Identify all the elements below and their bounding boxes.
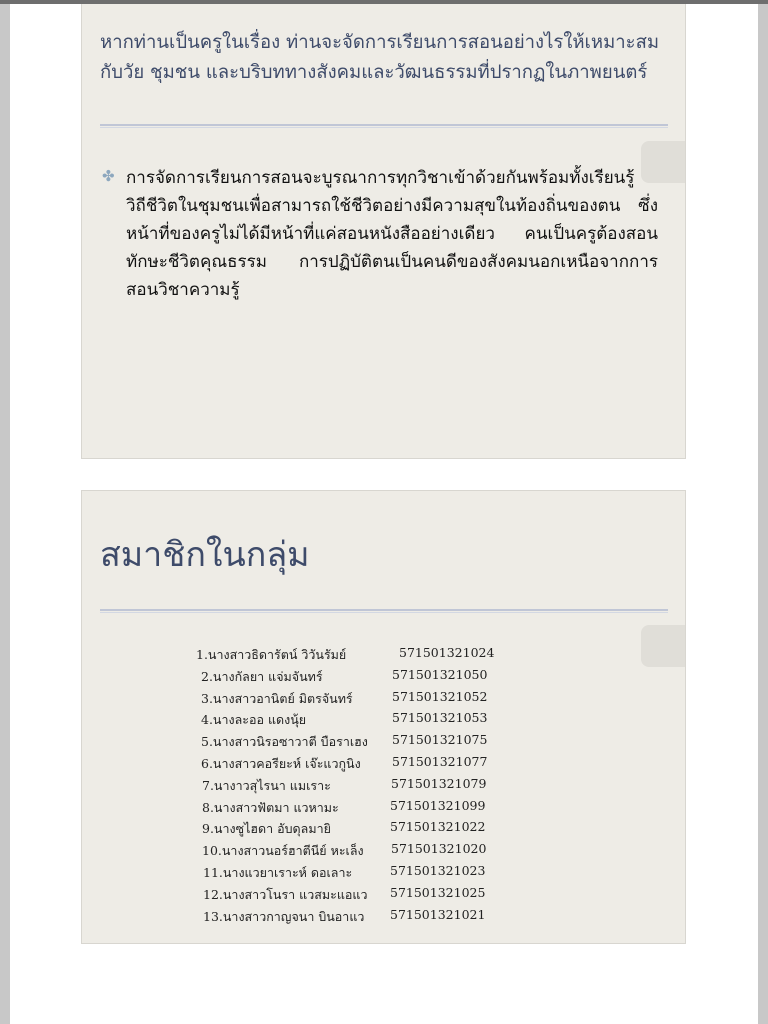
member-name: 4.นางละออ แดงนุ้ย — [201, 712, 307, 728]
member-row — [196, 798, 516, 820]
member-student-id: 571501321079 — [391, 775, 487, 791]
member-row — [196, 863, 516, 885]
bullet-text: การจัดการเรียนการสอนจะบูรณาการทุกวิชาเข้าด้วยกันพร้อมทั้งเรียนรู้ วิถีชีวิตในชุมชนเพื่อสามารถใช้ชีวิตอย่างมีความสุขในท้องถิ่นของตน ซึ่งหน้าที่ของครูไม่ได้มีหน้าที่แค่สอนหนังสืออย่างเดียว คนเป็นครูต้องสอนทักษะชีวิตคุณธรรม การปฏิบัติตนเป็นคนดีของสังคมนอกเหนือจากการสอนวิชาความรู้ — [126, 168, 658, 300]
member-name: 8.นางสาวฟัตมา แวหามะ — [202, 799, 339, 815]
member-student-id: 571501321024 — [399, 645, 495, 660]
member-name: 2.นางกัลยา แจ่มจันทร์ — [201, 668, 323, 684]
slide-title: หากท่านเป็นครูในเรื่อง ท่านจะจัดการเรียนการสอนอย่างไรให้เหมาะสมกับวัย ชุมชน และบริบททางสังคมและวัฒนธรรมที่ปรากฏในภาพยนตร์ — [100, 32, 660, 83]
member-student-id: 571501321021 — [390, 906, 486, 922]
member-name: 11.นางแวยาเราะห์ ดอเลาะ — [203, 864, 353, 880]
bullet-item — [102, 164, 658, 304]
member-name: 5.นางสาวนิรอซาวาตี บือราเฮง — [201, 734, 368, 750]
member-student-id: 571501321075 — [392, 732, 488, 748]
member-list — [196, 645, 516, 928]
member-student-id: 571501321023 — [390, 862, 486, 878]
member-row — [196, 689, 516, 711]
slide-scroll-tab[interactable] — [641, 625, 685, 667]
member-name: 7.นางาวสุไรนา แมเราะ — [202, 777, 331, 793]
slide-question — [81, 4, 686, 459]
member-student-id: 571501321099 — [390, 797, 486, 813]
diamond-bullet-icon: ✤ — [102, 167, 115, 185]
member-name: 12.นางสาวโนรา แวสมะแอแว — [203, 886, 368, 902]
title-divider — [100, 609, 668, 611]
slide-title: สมาชิกในกลุ่ม — [100, 535, 310, 575]
member-student-id: 571501321052 — [392, 688, 488, 704]
member-row — [196, 645, 516, 667]
member-name: 9.นางซูไฮดา อับดุลมายิ — [202, 821, 331, 837]
member-row — [196, 841, 516, 863]
member-name: 1.นางสาวธิดารัตน์ วิวันรัมย์ — [196, 647, 347, 662]
member-student-id: 571501321053 — [392, 710, 488, 726]
member-name: 6.นางสาวคอรียะห์ เจ๊ะแวกูนิง — [201, 755, 361, 771]
member-name: 3.นางสาวอานิตย์ มิตรจันทร์ — [201, 690, 353, 706]
member-student-id: 571501321022 — [390, 819, 486, 835]
member-name: 10.นางสาวนอร์ฮาตีนีย์ หะเล็ง — [202, 843, 364, 859]
member-row — [196, 907, 516, 929]
member-row — [196, 754, 516, 776]
member-row — [196, 710, 516, 732]
member-row — [196, 776, 516, 798]
member-row — [196, 819, 516, 841]
slide-members — [81, 490, 686, 944]
title-divider — [100, 124, 668, 126]
member-student-id: 571501321050 — [392, 666, 488, 682]
member-row — [196, 667, 516, 689]
member-student-id: 571501321025 — [390, 884, 486, 900]
member-student-id: 571501321020 — [391, 841, 487, 857]
member-name: 13.นางสาวกาญจนา บินอาแว — [203, 908, 365, 924]
member-row — [196, 732, 516, 754]
member-row — [196, 885, 516, 907]
member-student-id: 571501321077 — [392, 753, 488, 769]
